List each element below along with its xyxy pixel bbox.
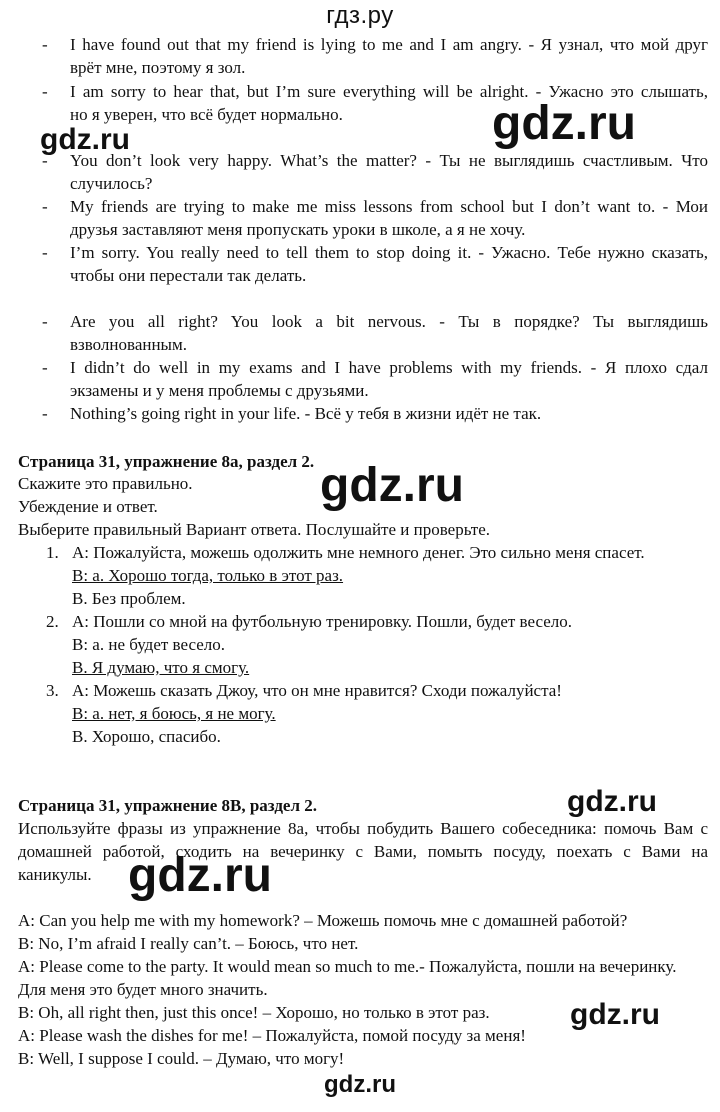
intro-line: Убеждение и ответ. <box>18 497 158 516</box>
item-number: 3. <box>46 681 59 700</box>
dialog-item <box>18 33 708 79</box>
watermark: gdz.ru <box>40 123 130 156</box>
dialog-line: I’m sorry. You really need to tell them to stop doing it. - Ужасно. Тебе нужно сказать, <box>70 243 708 262</box>
dialog-item <box>18 241 708 287</box>
dialog-line: друзья заставляют меня пропускать уроки в школе, а я не хочу. <box>70 220 526 239</box>
dialog-item <box>18 402 708 425</box>
intro-line: каникулы. <box>18 865 92 884</box>
dialog-line: You don’t look very happy. What’s the matter? - Ты не выглядишь счастливым. Что <box>70 151 708 170</box>
dialog-line: A: Can you help me with my homework? – Можешь помочь мне с домашней работой? <box>18 911 628 930</box>
intro-line: Скажите это правильно. <box>18 474 193 493</box>
watermark: gdz.ru <box>570 998 660 1031</box>
dialog-line: Are you all right? You look a bit nervous. - Ты в порядке? Ты выглядишь <box>70 312 708 331</box>
item-number: 2. <box>46 612 59 631</box>
list-dash: - <box>42 197 48 216</box>
dialog-line: B: Oh, all right then, just this once! – Хорошо, но только в этот раз. <box>18 1003 490 1022</box>
dialog-line: My friends are trying to make me miss lessons from school but I don’t want to. - Мои <box>70 197 708 216</box>
item-number: 1. <box>46 543 59 562</box>
dialog-line: чтобы они перестали так делать. <box>70 266 307 285</box>
watermark: gdz.ru <box>492 97 636 150</box>
list-dash: - <box>42 35 48 54</box>
page-header: гдз.ру <box>326 2 394 29</box>
dialog-line: B: No, I’m afraid I really can’t. – Боюсь, что нет. <box>18 934 359 953</box>
section-title: Страница 31, упражнение 8B, раздел 2. <box>18 796 318 815</box>
question-line: A: Пошли со мной на футбольную тренировку. Пошли, будет весело. <box>72 612 572 631</box>
question-line: A: Можешь сказать Джоу, что он мне нравится? Сходи пожалуйста! <box>72 681 562 700</box>
list-dash: - <box>42 82 48 101</box>
dialog-item <box>18 356 708 402</box>
dialog-line: I didn’t do well in my exams and I have problems with my friends. - Я плохо сдал <box>70 358 708 377</box>
list-dash: - <box>42 358 48 377</box>
dialog-line: случилось? <box>70 174 153 193</box>
watermark: gdz.ru <box>567 785 657 818</box>
dialog-line: Nothing’s going right in your life. - Всё у тебя в жизни идёт не так. <box>70 404 542 423</box>
answer-correct: B: a. нет, я боюсь, я не могу. <box>72 704 276 723</box>
dialog-line: но я уверен, что всё будет нормально. <box>70 105 343 124</box>
dialog-line: I am sorry to hear that, but I’m sure everything will be alright. - Ужасно это слышать, <box>70 82 708 101</box>
dialog-item <box>18 149 708 195</box>
dialog-line: врёт мне, поэтому я зол. <box>70 58 246 77</box>
answer-correct: B: a. Хорошо тогда, только в этот раз. <box>72 566 344 585</box>
answer-line: B: a. не будет весело. <box>72 635 225 654</box>
dialog-item <box>18 80 708 126</box>
answer-line: B. Без проблем. <box>72 589 186 608</box>
dialog-line: B: Well, I suppose I could. – Думаю, что могу! <box>18 1049 345 1068</box>
footer-watermark: gdz.ru <box>324 1071 396 1098</box>
question-line: A: Пожалуйста, можешь одолжить мне немного денег. Это сильно меня спасет. <box>72 543 645 562</box>
dialog-line: I have found out that my friend is lying to me and I am angry. - Я узнал, что мой друг <box>70 35 708 54</box>
list-dash: - <box>42 404 48 423</box>
list-dash: - <box>42 151 48 170</box>
list-dash: - <box>42 312 48 331</box>
dialog-line: взволнованным. <box>70 335 187 354</box>
list-dash: - <box>42 243 48 262</box>
dialog-line: A: Please wash the dishes for me! – Пожалуйста, помой посуду за меня! <box>18 1026 526 1045</box>
answer-line: B. Хорошо, спасибо. <box>72 727 221 746</box>
dialog-line: экзамены и у меня проблемы с друзьями. <box>70 381 369 400</box>
section-title: Страница 31, упражнение 8а, раздел 2. <box>18 452 315 471</box>
intro-line: домашней работой, сходить на вечеринку с Вами, помыть посуду, поехать с Вами на <box>18 842 708 861</box>
watermark: gdz.ru <box>320 459 464 512</box>
answer-correct: B. Я думаю, что я смогу. <box>72 658 250 677</box>
watermark: gdz.ru <box>128 849 272 902</box>
dialog-item <box>18 195 708 241</box>
intro-line: Используйте фразы из упражнение 8а, чтобы побудить Вашего собеседника: помочь Вам с <box>18 819 708 838</box>
intro-line: Выберите правильный Вариант ответа. Послушайте и проверьте. <box>18 520 491 539</box>
dialog-item <box>18 310 708 356</box>
dialog-line: Для меня это будет много значить. <box>18 980 268 999</box>
dialog-line: A: Please come to the party. It would mean so much to me.- Пожалуйста, пошли на вечеринку. <box>18 957 677 976</box>
